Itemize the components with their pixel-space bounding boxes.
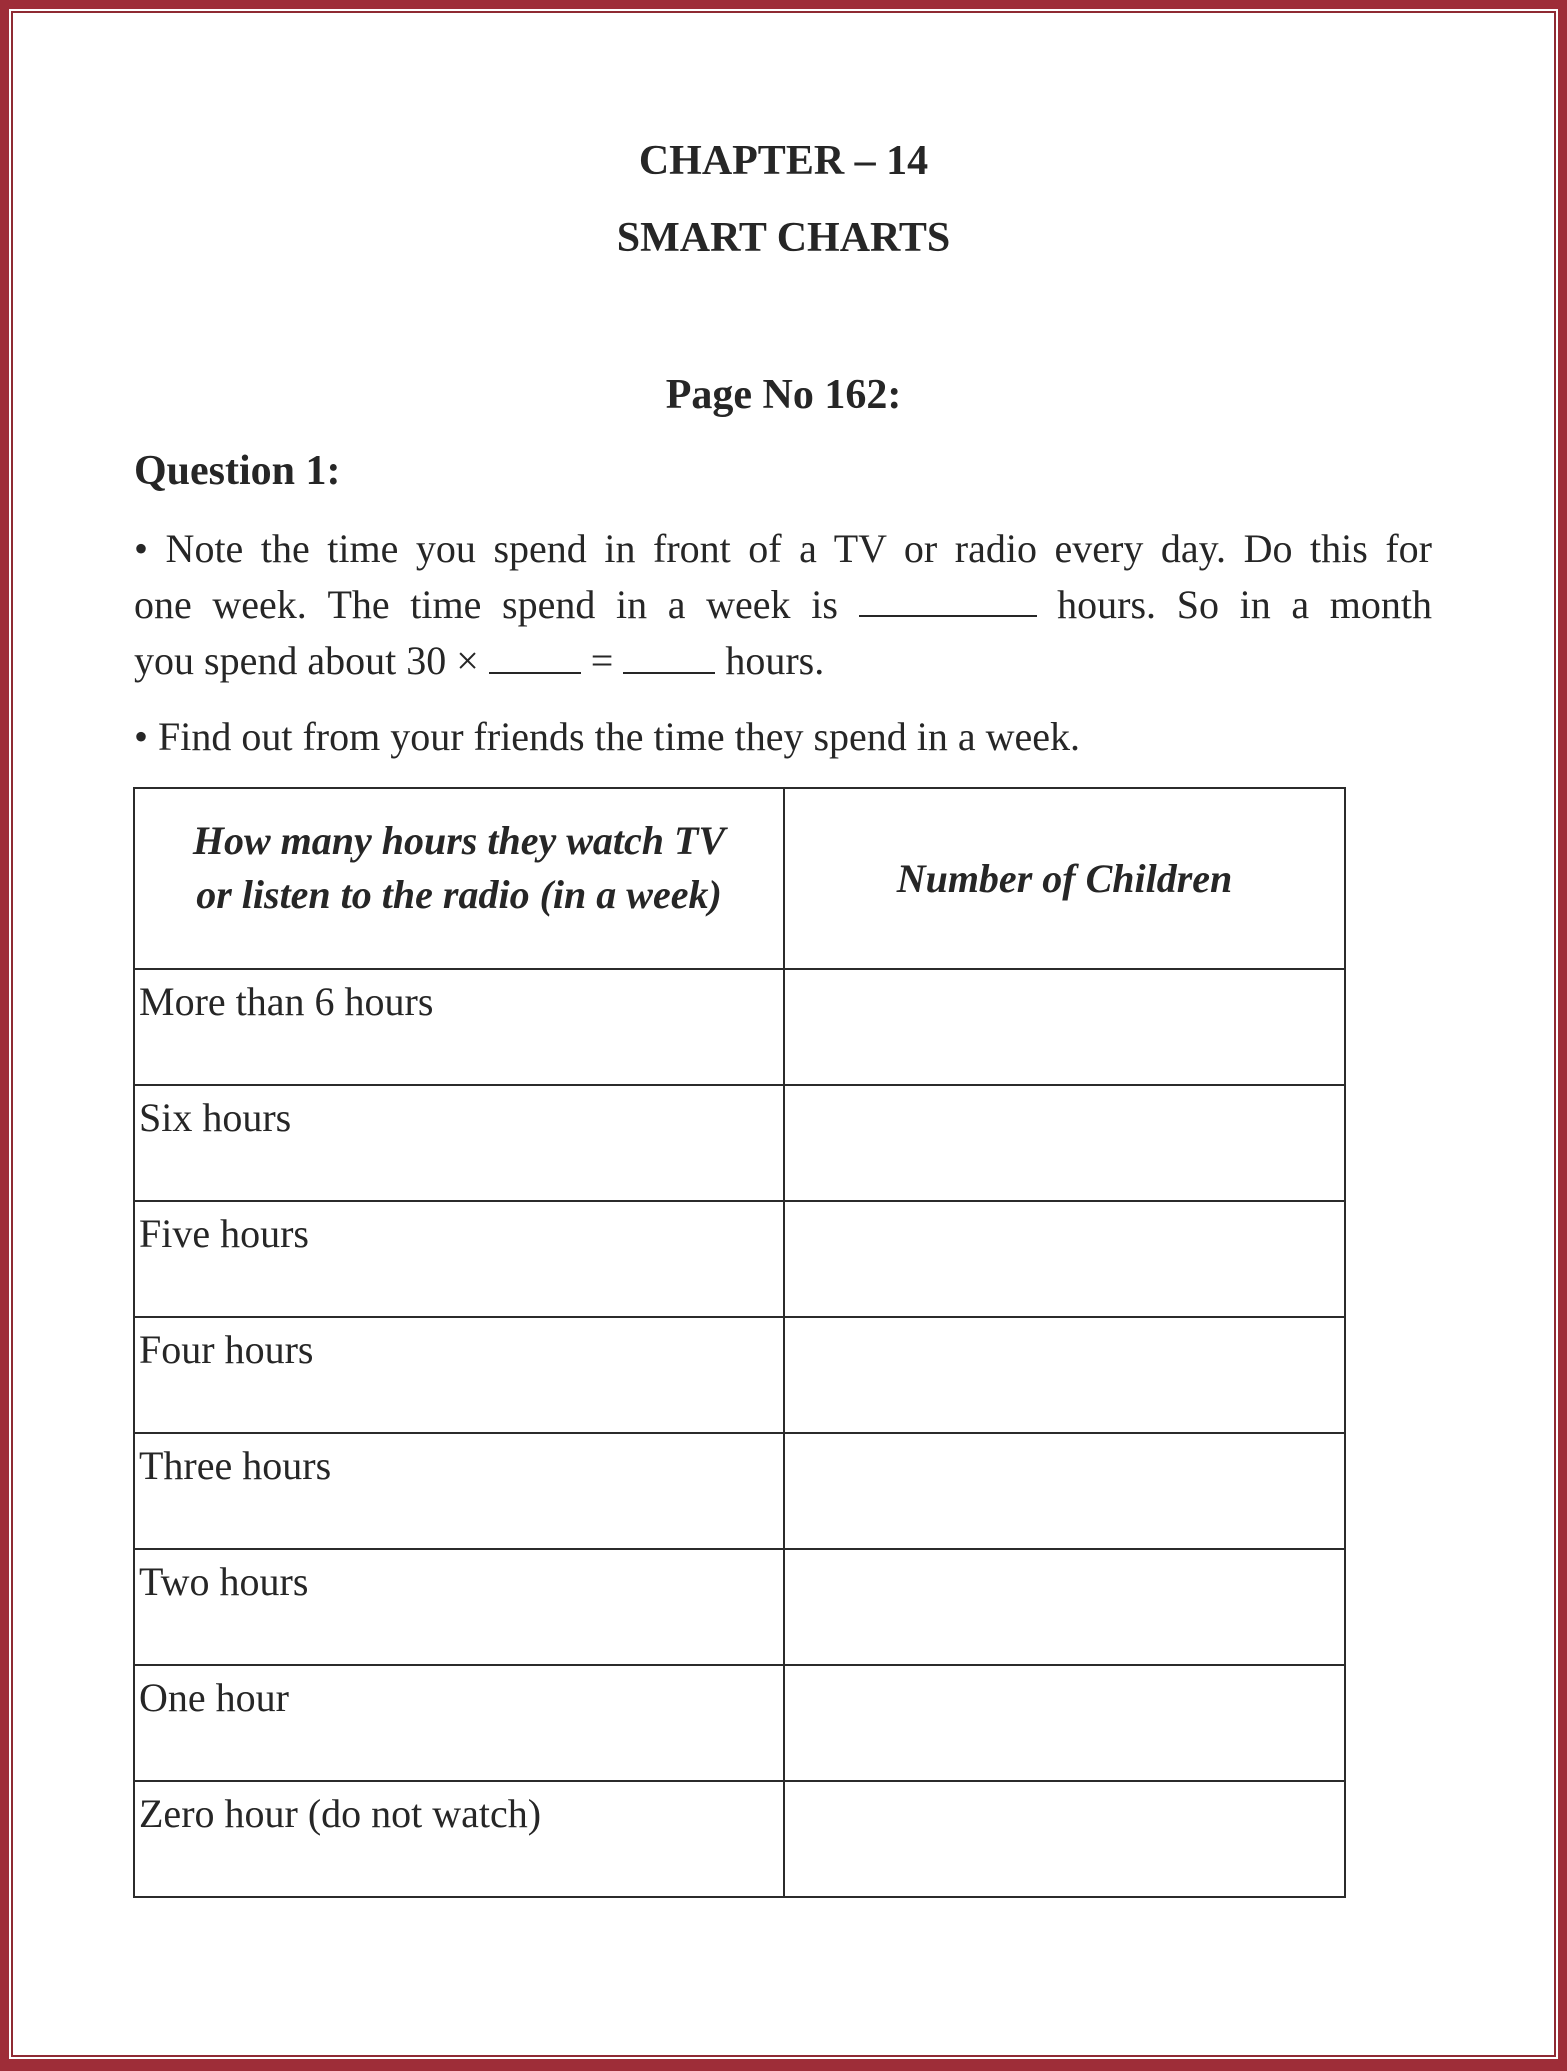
row-label: Zero hour (do not watch) bbox=[134, 1781, 784, 1897]
word: week bbox=[706, 582, 791, 627]
children-count-cell[interactable] bbox=[784, 1549, 1345, 1665]
header-hours-line-1: How many hours they watch TV bbox=[192, 817, 726, 863]
page-number-heading: Page No 162: bbox=[665, 372, 902, 418]
question-paragraph-1 bbox=[134, 521, 1432, 689]
table-row bbox=[134, 1085, 1345, 1201]
paragraph-1-line-3 bbox=[134, 633, 1432, 689]
word: in bbox=[1239, 582, 1271, 627]
word: The bbox=[327, 582, 390, 627]
header-number-of-children: Number of Children bbox=[784, 788, 1345, 969]
children-count-cell[interactable] bbox=[784, 1317, 1345, 1433]
row-label: One hour bbox=[134, 1665, 784, 1781]
multiplier-blank[interactable] bbox=[489, 634, 581, 674]
word: week. bbox=[212, 582, 307, 627]
row-label: Four hours bbox=[134, 1317, 784, 1433]
line-3-equals: = bbox=[580, 638, 624, 683]
header-hours-line-2: or listen to the radio (in a week) bbox=[196, 871, 722, 917]
children-count-cell[interactable] bbox=[784, 1201, 1345, 1317]
table-row bbox=[134, 1433, 1345, 1549]
monthly-hours-blank[interactable] bbox=[623, 634, 715, 674]
table-header-row bbox=[134, 788, 1345, 969]
chapter-number: CHAPTER – 14 bbox=[638, 138, 929, 184]
word: a bbox=[1291, 582, 1310, 627]
row-label: More than 6 hours bbox=[134, 969, 784, 1085]
table-row bbox=[134, 1317, 1345, 1433]
table-row bbox=[134, 1665, 1345, 1781]
word: month bbox=[1329, 582, 1432, 627]
question-paragraph-2: • Find out from your friends the time they spend in a week. bbox=[134, 714, 1081, 759]
row-label: Three hours bbox=[134, 1433, 784, 1549]
table-row bbox=[134, 1781, 1345, 1897]
table-row bbox=[134, 969, 1345, 1085]
word: in bbox=[615, 582, 648, 627]
tv-hours-table bbox=[133, 787, 1346, 1898]
line-3-start: you spend about 30 × bbox=[134, 638, 489, 683]
children-count-cell[interactable] bbox=[784, 1085, 1345, 1201]
paragraph-1-line-1 bbox=[134, 521, 1432, 577]
row-label: Six hours bbox=[134, 1085, 784, 1201]
paragraph-1-line-2 bbox=[134, 577, 1432, 633]
children-count-cell[interactable] bbox=[784, 1433, 1345, 1549]
header-hours bbox=[134, 788, 784, 969]
children-count-cell[interactable] bbox=[784, 969, 1345, 1085]
children-count-cell[interactable] bbox=[784, 1781, 1345, 1897]
word: a bbox=[667, 582, 686, 627]
table-row bbox=[134, 1549, 1345, 1665]
word: is bbox=[811, 582, 838, 627]
word: time bbox=[410, 582, 482, 627]
children-count-cell[interactable] bbox=[784, 1665, 1345, 1781]
word: hours. bbox=[1057, 582, 1157, 627]
row-label: Two hours bbox=[134, 1549, 784, 1665]
weekly-hours-blank[interactable] bbox=[859, 577, 1037, 617]
word: one bbox=[134, 582, 192, 627]
question-label: Question 1: bbox=[134, 448, 341, 494]
chapter-title: SMART CHARTS bbox=[616, 215, 951, 261]
line-1-text: • Note the time you spend in front of a TV or radio every day. Do this for bbox=[134, 526, 1432, 571]
table-row bbox=[134, 1201, 1345, 1317]
word: spend bbox=[502, 582, 596, 627]
word: So bbox=[1176, 582, 1219, 627]
row-label: Five hours bbox=[134, 1201, 784, 1317]
line-3-end: hours. bbox=[715, 638, 825, 683]
